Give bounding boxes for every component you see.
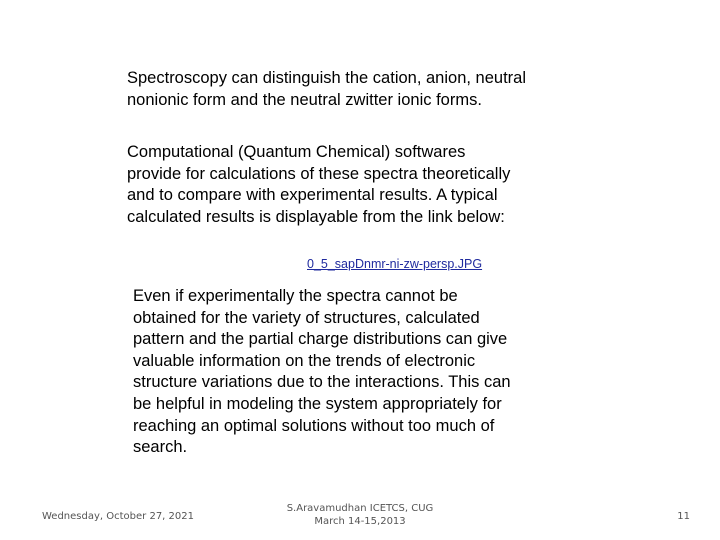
footer-date: Wednesday, October 27, 2021	[42, 511, 194, 522]
footer-page-number: 11	[677, 511, 690, 522]
spectra-image-link[interactable]: 0_5_sapDnmr-ni-zw-persp.JPG	[307, 257, 483, 271]
paragraph-computational: Computational (Quantum Chemical) softwares provide for calculations of these spectra theoretically and to compare with experimental results. A typical calculated results is displayable from the link below:	[127, 143, 511, 226]
paragraph-spectroscopy: Spectroscopy can distinguish the cation, anion, neutral nonionic form and the neutral zwitter ionic forms.	[127, 69, 526, 109]
paragraph-experimental: Even if experimentally the spectra cannot be obtained for the variety of structures, calculated pattern and the partial charge distributions can give valuable information on the trends of electronic structure variations due to the interactions. This can be helpful in modeling the system appropriately for reaching an optimal solutions without too much of search.	[133, 287, 511, 457]
footer-author-event: S.Aravamudhan ICETCS, CUG March 14-15,2013	[286, 503, 434, 527]
